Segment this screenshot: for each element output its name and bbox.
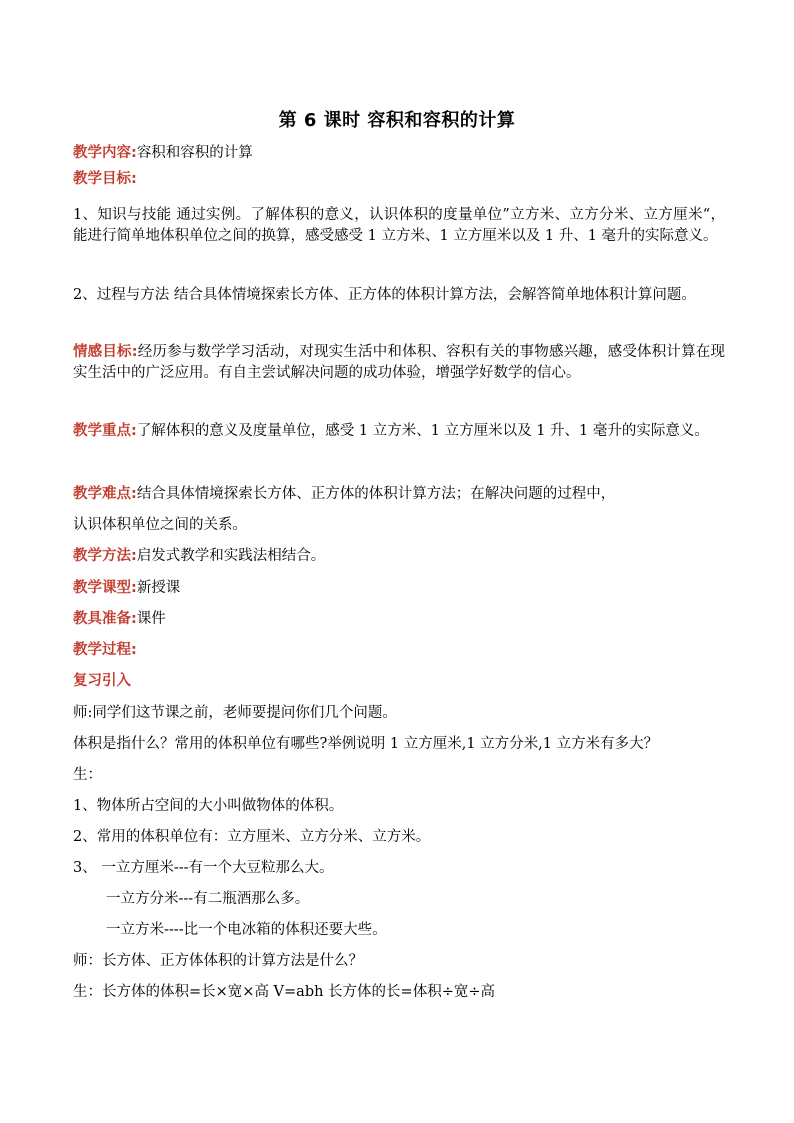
text-line: 师:同学们这节课之前，老师要提问你们几个问题。 bbox=[73, 705, 397, 721]
key-point-row bbox=[73, 421, 725, 442]
content-text: 容积和容积的计算 bbox=[136, 145, 253, 161]
text-line: 一立方米----比一个电冰箱的体积还要大些。 bbox=[106, 922, 387, 938]
tools-row bbox=[73, 608, 733, 630]
text-line: 3、 一立方厘米---有一个大豆粒那么大。 bbox=[73, 860, 334, 876]
objectives-label: 教学目标: bbox=[73, 171, 137, 187]
lesson-type-label: 教学课型: bbox=[73, 580, 137, 596]
text-line: 生： bbox=[73, 767, 102, 783]
method-label: 教学方法: bbox=[73, 548, 137, 564]
method-row bbox=[73, 545, 733, 567]
emotion-row bbox=[73, 342, 725, 384]
emotion-label: 情感目标: bbox=[73, 344, 138, 360]
difficulty-row bbox=[73, 483, 733, 505]
text-line: 生：长方体的体积=长×宽×高 V=abh 长方体的长=体积÷宽÷高 bbox=[73, 984, 495, 1000]
difficulty-text-1: 结合具体情境探索长方体、正方体的体积计算方法；在解决问题的过程中， bbox=[136, 486, 616, 502]
text-line: 师：长方体、正方体体积的计算方法是什么？ bbox=[73, 953, 363, 969]
review-label: 复习引入 bbox=[73, 673, 131, 689]
content-label: 教学内容: bbox=[73, 145, 137, 161]
text-line: 一立方分米---有二瓶酒那么多。 bbox=[106, 891, 310, 907]
objective-1: 1、知识与技能 通过实例。了解体积的意义，认识体积的度量单位”立方米、立方分米、立方厘米“，能进行简单地体积单位之间的换算，感受感受 1 立方米、1 立方厘米以及 1 升、1 毫升的实际意义。 bbox=[73, 207, 726, 244]
text-line: 1、物体所占空间的大小叫做物体的体积。 bbox=[73, 798, 344, 814]
difficulty-label: 教学难点: bbox=[73, 486, 137, 502]
difficulty-continuation: 认识体积单位之间的关系。 bbox=[73, 517, 247, 533]
process-heading bbox=[73, 639, 733, 661]
text-line: 体积是指什么？常用的体积单位有哪些?举例说明 1 立方厘米,1 立方分米,1 立方米有多大？ bbox=[73, 736, 659, 752]
lesson-type-text: 新授课 bbox=[136, 580, 181, 596]
objectives-heading bbox=[73, 168, 733, 190]
objective-2: 2、过程与方法 结合具体情境探索长方体、正方体的体积计算方法，会解答简单地体积计算问题。 bbox=[73, 287, 696, 303]
key-point-label: 教学重点: bbox=[73, 423, 137, 439]
emotion-text: 经历参与数学学习活动，对现实生活中和体积、容积有关的事物感兴趣，感受体积计算在现实生活中的广泛应用。有自主尝试解决问题的成功体验，增强学好数学的信心。 bbox=[73, 344, 725, 381]
method-text: 启发式教学和实践法相结合。 bbox=[136, 548, 326, 564]
lesson-type-row bbox=[73, 577, 733, 599]
process-label: 教学过程: bbox=[73, 642, 137, 658]
tools-label: 教具准备: bbox=[73, 611, 137, 627]
text-line: 2、常用的体积单位有：立方厘米、立方分米、立方米。 bbox=[73, 829, 431, 845]
page-title: 第 6 课时 容积和容积的计算 bbox=[278, 110, 516, 131]
key-point-text: 了解体积的意义及度量单位，感受 1 立方米、1 立方厘米以及 1 升、1 毫升的实际意义。 bbox=[136, 423, 709, 439]
tools-text: 课件 bbox=[136, 611, 166, 627]
review-heading bbox=[73, 670, 733, 692]
content-row bbox=[73, 142, 733, 164]
